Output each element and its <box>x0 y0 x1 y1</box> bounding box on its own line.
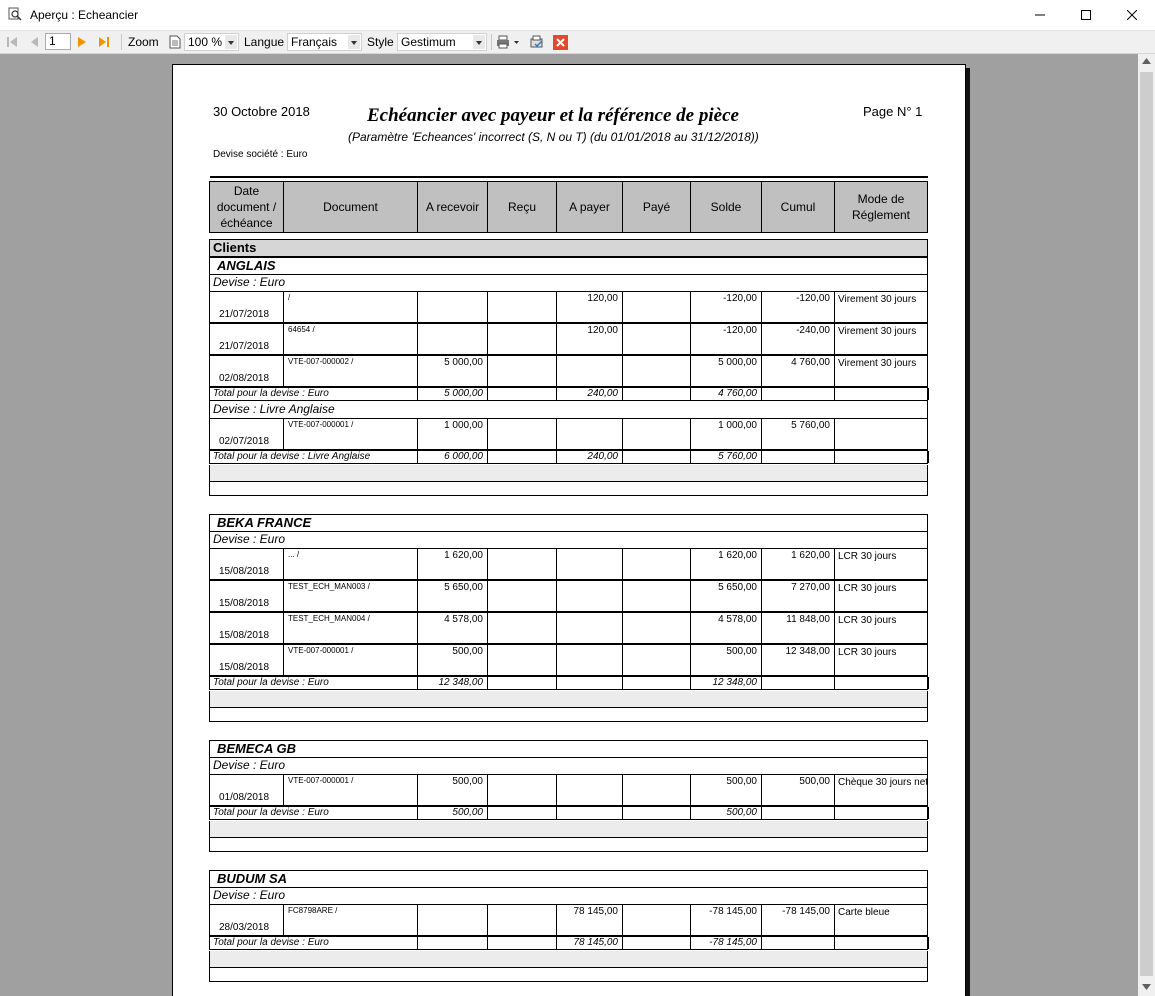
devise-band <box>209 274 928 292</box>
total-cell-cumul <box>762 388 835 400</box>
total-cell-payer: 240,00 <box>557 451 623 463</box>
cell-solde: 4 578,00 <box>691 613 762 644</box>
col-header-a-payer: A payer <box>557 182 623 232</box>
cell-payer: 120,00 <box>557 292 623 323</box>
total-row <box>209 449 928 464</box>
cell-doc: / <box>284 292 418 323</box>
cell-doc: VTE-007-000001 / <box>284 645 418 676</box>
cell-payer: 78 145,00 <box>557 905 623 936</box>
total-cell-recu <box>488 388 557 400</box>
cell-recevoir: 5 000,00 <box>418 356 488 387</box>
scroll-up-icon <box>1142 58 1151 64</box>
table-row <box>209 355 928 387</box>
first-page-button[interactable] <box>5 33 19 51</box>
blank-row <box>209 465 928 482</box>
total-cell-label: Total pour la devise : Euro <box>210 937 418 949</box>
devise-label: Devise : Euro <box>213 758 286 772</box>
cell-doc: VTE-007-000002 / <box>284 356 418 387</box>
total-cell-solde: 500,00 <box>691 807 762 819</box>
cell-payer <box>557 419 623 450</box>
cell-recevoir: 4 578,00 <box>418 613 488 644</box>
total-cell-recu <box>488 451 557 463</box>
total-cell-payer: 78 145,00 <box>557 937 623 949</box>
cell-paye <box>623 581 691 612</box>
devise-band <box>209 887 928 905</box>
cell-payer <box>557 581 623 612</box>
cell-paye <box>623 613 691 644</box>
total-cell-recevoir: 500,00 <box>418 807 488 819</box>
cell-doc: TEST_ECH_MAN003 / <box>284 581 418 612</box>
table-row <box>209 291 928 323</box>
print-button[interactable] <box>496 33 520 51</box>
cell-date: 28/03/2018 <box>210 905 284 936</box>
cell-cumul: -120,00 <box>762 292 835 323</box>
blank-row <box>209 967 928 982</box>
total-cell-payer <box>557 807 623 819</box>
report-date: 30 Octobre 2018 <box>213 104 310 119</box>
cell-date: 21/07/2018 <box>210 292 284 323</box>
cell-cumul: 500,00 <box>762 775 835 806</box>
style-label: Style <box>367 35 394 49</box>
total-cell-mode <box>835 677 929 689</box>
total-row <box>209 675 928 690</box>
client-name: BEKA FRANCE <box>217 515 312 530</box>
devise-societe: Devise société : Euro <box>213 149 308 160</box>
total-cell-paye <box>623 937 691 949</box>
table-row <box>209 904 928 936</box>
cell-cumul: 7 270,00 <box>762 581 835 612</box>
total-cell-mode <box>835 388 929 400</box>
client-band <box>209 514 928 532</box>
total-cell-recu <box>488 937 557 949</box>
cell-recevoir: 1 000,00 <box>418 419 488 450</box>
cell-paye <box>623 324 691 355</box>
total-cell-label: Total pour la devise : Euro <box>210 807 418 819</box>
blank-row <box>209 951 928 968</box>
table-row <box>209 644 928 676</box>
close-window-button[interactable] <box>1109 0 1155 30</box>
last-page-button[interactable] <box>97 33 111 51</box>
cell-recu <box>488 292 557 323</box>
cell-mode: Virement 30 jours <box>838 326 917 337</box>
cell-recevoir: 500,00 <box>418 775 488 806</box>
total-cell-cumul <box>762 937 835 949</box>
toolbar-separator <box>491 34 492 50</box>
devise-label: Devise : Euro <box>213 275 286 289</box>
zoom-select[interactable] <box>184 33 239 51</box>
col-header-mode: Mode de Réglement <box>851 192 911 222</box>
table-header <box>209 181 928 233</box>
zoom-value: 100 % <box>188 35 223 49</box>
cell-paye <box>623 292 691 323</box>
langue-label: Langue <box>244 35 285 49</box>
last-page-icon <box>97 35 111 49</box>
total-cell-payer <box>557 677 623 689</box>
report-title: Echéancier avec payeur et la référence de pièce <box>367 105 739 126</box>
page-number-input[interactable]: 1 <box>45 33 71 50</box>
cell-paye <box>623 775 691 806</box>
cell-mode: LCR 30 jours <box>838 583 897 594</box>
cell-paye <box>623 549 691 580</box>
devise-label: Devise : Euro <box>213 532 286 546</box>
total-cell-label: Total pour la devise : Euro <box>210 677 418 689</box>
toolbar-separator <box>121 34 122 50</box>
total-cell-label: Total pour la devise : Livre Anglaise <box>210 451 418 463</box>
table-row <box>209 612 928 644</box>
cell-doc: VTE-007-000001 / <box>284 775 418 806</box>
preview-viewport[interactable] <box>0 54 1138 996</box>
print-settings-icon <box>529 35 545 49</box>
scrollbar-thumb[interactable] <box>1140 72 1153 976</box>
devise-label: Devise : Livre Anglaise <box>213 402 335 416</box>
total-cell-solde: 12 348,00 <box>691 677 762 689</box>
total-cell-payer: 240,00 <box>557 388 623 400</box>
cell-solde: 1 000,00 <box>691 419 762 450</box>
cell-cumul: 4 760,00 <box>762 356 835 387</box>
total-cell-recevoir: 12 348,00 <box>418 677 488 689</box>
cell-solde: 5 000,00 <box>691 356 762 387</box>
close-red-icon <box>553 35 568 50</box>
devise-band <box>209 531 928 549</box>
total-row <box>209 935 928 950</box>
table-row <box>209 418 928 450</box>
cell-recu <box>488 549 557 580</box>
cell-payer <box>557 645 623 676</box>
cell-date: 02/08/2018 <box>210 356 284 387</box>
style-select[interactable] <box>397 33 487 51</box>
close-icon <box>1127 10 1137 20</box>
table-row <box>209 323 928 355</box>
zoom-label: Zoom <box>128 35 159 49</box>
cell-recu <box>488 324 557 355</box>
chevron-down-icon <box>348 35 360 49</box>
devise-band <box>209 757 928 775</box>
page-icon <box>169 35 181 49</box>
devise-label: Devise : Euro <box>213 888 286 902</box>
total-cell-paye <box>623 677 691 689</box>
cell-cumul: -78 145,00 <box>762 905 835 936</box>
cell-payer: 120,00 <box>557 324 623 355</box>
cell-paye <box>623 645 691 676</box>
total-cell-cumul <box>762 451 835 463</box>
cell-mode: Virement 30 jours <box>838 294 917 305</box>
cell-mode: LCR 30 jours <box>838 647 897 658</box>
blank-row <box>209 691 928 708</box>
cell-recu <box>488 613 557 644</box>
scroll-down-icon <box>1142 984 1151 990</box>
section-band <box>209 239 928 257</box>
cell-solde: 500,00 <box>691 645 762 676</box>
maximize-icon <box>1081 10 1091 20</box>
total-cell-mode <box>835 807 929 819</box>
style-value: Gestimum <box>401 35 456 49</box>
cell-cumul: 12 348,00 <box>762 645 835 676</box>
preview-magnifier-icon <box>8 7 22 21</box>
cell-recu <box>488 645 557 676</box>
cell-recevoir: 500,00 <box>418 645 488 676</box>
cell-mode: LCR 30 jours <box>838 615 897 626</box>
total-cell-recu <box>488 677 557 689</box>
window-title: Aperçu : Echeancier <box>30 8 139 22</box>
cell-paye <box>623 905 691 936</box>
cell-mode: LCR 30 jours <box>838 551 897 562</box>
table-row <box>209 580 928 612</box>
total-cell-solde: 4 760,00 <box>691 388 762 400</box>
blank-row <box>209 707 928 722</box>
blank-row <box>209 821 928 838</box>
cell-mode <box>835 419 929 450</box>
client-band <box>209 740 928 758</box>
cell-paye <box>623 419 691 450</box>
cell-recu <box>488 419 557 450</box>
print-settings-button[interactable] <box>529 33 545 51</box>
cell-solde: 500,00 <box>691 775 762 806</box>
page-number: Page N° 1 <box>863 104 923 119</box>
report-subtitle: (Paramètre 'Echeances' incorrect (S, N ou T) (du 01/01/2018 au 31/12/2018)) <box>348 130 759 144</box>
total-cell-cumul <box>762 677 835 689</box>
client-band <box>209 257 928 275</box>
total-cell-paye <box>623 807 691 819</box>
cell-payer <box>557 775 623 806</box>
cell-date: 15/08/2018 <box>210 613 284 644</box>
cell-cumul: 1 620,00 <box>762 549 835 580</box>
cell-recevoir: 1 620,00 <box>418 549 488 580</box>
cell-recu <box>488 905 557 936</box>
cell-mode: Virement 30 jours <box>838 358 917 369</box>
total-cell-paye <box>623 451 691 463</box>
close-preview-button[interactable] <box>553 33 568 51</box>
cell-date: 01/08/2018 <box>210 775 284 806</box>
total-cell-recevoir: 5 000,00 <box>418 388 488 400</box>
title-bar <box>0 0 1155 31</box>
cell-doc: TEST_ECH_MAN004 / <box>284 613 418 644</box>
col-header-solde: Solde <box>691 182 762 232</box>
cell-recevoir: 5 650,00 <box>418 581 488 612</box>
blank-row <box>209 481 928 496</box>
cell-solde: -120,00 <box>691 324 762 355</box>
total-cell-paye <box>623 388 691 400</box>
table-row <box>209 548 928 580</box>
cell-doc: ... / <box>284 549 418 580</box>
col-header-date: Date document / échéance <box>210 182 284 232</box>
client-band <box>209 870 928 888</box>
col-header-paye: Payé <box>623 182 691 232</box>
cell-recevoir <box>418 292 488 323</box>
total-cell-recevoir <box>418 937 488 949</box>
previous-page-icon <box>27 35 41 49</box>
previous-page-button[interactable] <box>27 33 41 51</box>
report-page <box>172 64 966 996</box>
total-cell-solde: -78 145,00 <box>691 937 762 949</box>
cell-recu <box>488 581 557 612</box>
total-row <box>209 805 928 820</box>
col-header-document: Document <box>284 182 418 232</box>
maximize-button[interactable] <box>1063 0 1109 30</box>
cell-recu <box>488 775 557 806</box>
total-cell-solde: 5 760,00 <box>691 451 762 463</box>
table-row <box>209 774 928 806</box>
cell-recevoir <box>418 905 488 936</box>
total-cell-mode <box>835 937 929 949</box>
col-header-a-recevoir: A recevoir <box>418 182 488 232</box>
vertical-scrollbar[interactable] <box>1138 54 1155 996</box>
client-name: BUDUM SA <box>217 871 288 886</box>
client-name: BEMECA GB <box>217 741 296 756</box>
first-page-icon <box>5 35 19 49</box>
cell-solde: -120,00 <box>691 292 762 323</box>
cell-date: 15/08/2018 <box>210 581 284 612</box>
cell-payer <box>557 356 623 387</box>
col-header-recu: Reçu <box>488 182 557 232</box>
cell-date: 15/08/2018 <box>210 645 284 676</box>
cell-recu <box>488 356 557 387</box>
cell-paye <box>623 356 691 387</box>
total-cell-mode <box>835 451 929 463</box>
cell-mode: Chèque 30 jours net <box>838 777 929 788</box>
langue-select[interactable] <box>287 33 362 51</box>
total-cell-label: Total pour la devise : Euro <box>210 388 418 400</box>
cell-payer <box>557 613 623 644</box>
cell-solde: 5 650,00 <box>691 581 762 612</box>
total-row <box>209 386 928 401</box>
section-label: Clients <box>213 240 257 255</box>
cell-cumul: -240,00 <box>762 324 835 355</box>
next-page-button[interactable] <box>75 33 89 51</box>
blank-row <box>209 837 928 852</box>
header-rule <box>210 176 928 178</box>
printer-icon <box>496 35 520 49</box>
cell-solde: -78 145,00 <box>691 905 762 936</box>
minimize-button[interactable] <box>1017 0 1063 30</box>
cell-date: 02/07/2018 <box>210 419 284 450</box>
total-cell-recevoir: 6 000,00 <box>418 451 488 463</box>
preview-toolbar <box>0 31 1155 54</box>
langue-value: Français <box>291 35 338 49</box>
cell-cumul: 5 760,00 <box>762 419 835 450</box>
chevron-down-icon <box>473 35 485 49</box>
cell-solde: 1 620,00 <box>691 549 762 580</box>
cell-recevoir <box>418 324 488 355</box>
cell-date: 15/08/2018 <box>210 549 284 580</box>
total-cell-cumul <box>762 807 835 819</box>
cell-doc: FC8798ARE / <box>284 905 418 936</box>
cell-payer <box>557 549 623 580</box>
cell-mode: Carte bleue <box>838 907 890 918</box>
minimize-icon <box>1035 10 1045 20</box>
next-page-icon <box>75 35 89 49</box>
cell-doc: 64654 / <box>284 324 418 355</box>
cell-doc: VTE-007-000001 / <box>284 419 418 450</box>
total-cell-recu <box>488 807 557 819</box>
cell-cumul: 11 848,00 <box>762 613 835 644</box>
chevron-down-icon <box>225 35 237 49</box>
zoom-page-button[interactable] <box>169 33 181 51</box>
client-name: ANGLAIS <box>217 258 276 273</box>
devise-band <box>209 401 928 419</box>
col-header-cumul: Cumul <box>762 182 835 232</box>
cell-date: 21/07/2018 <box>210 324 284 355</box>
